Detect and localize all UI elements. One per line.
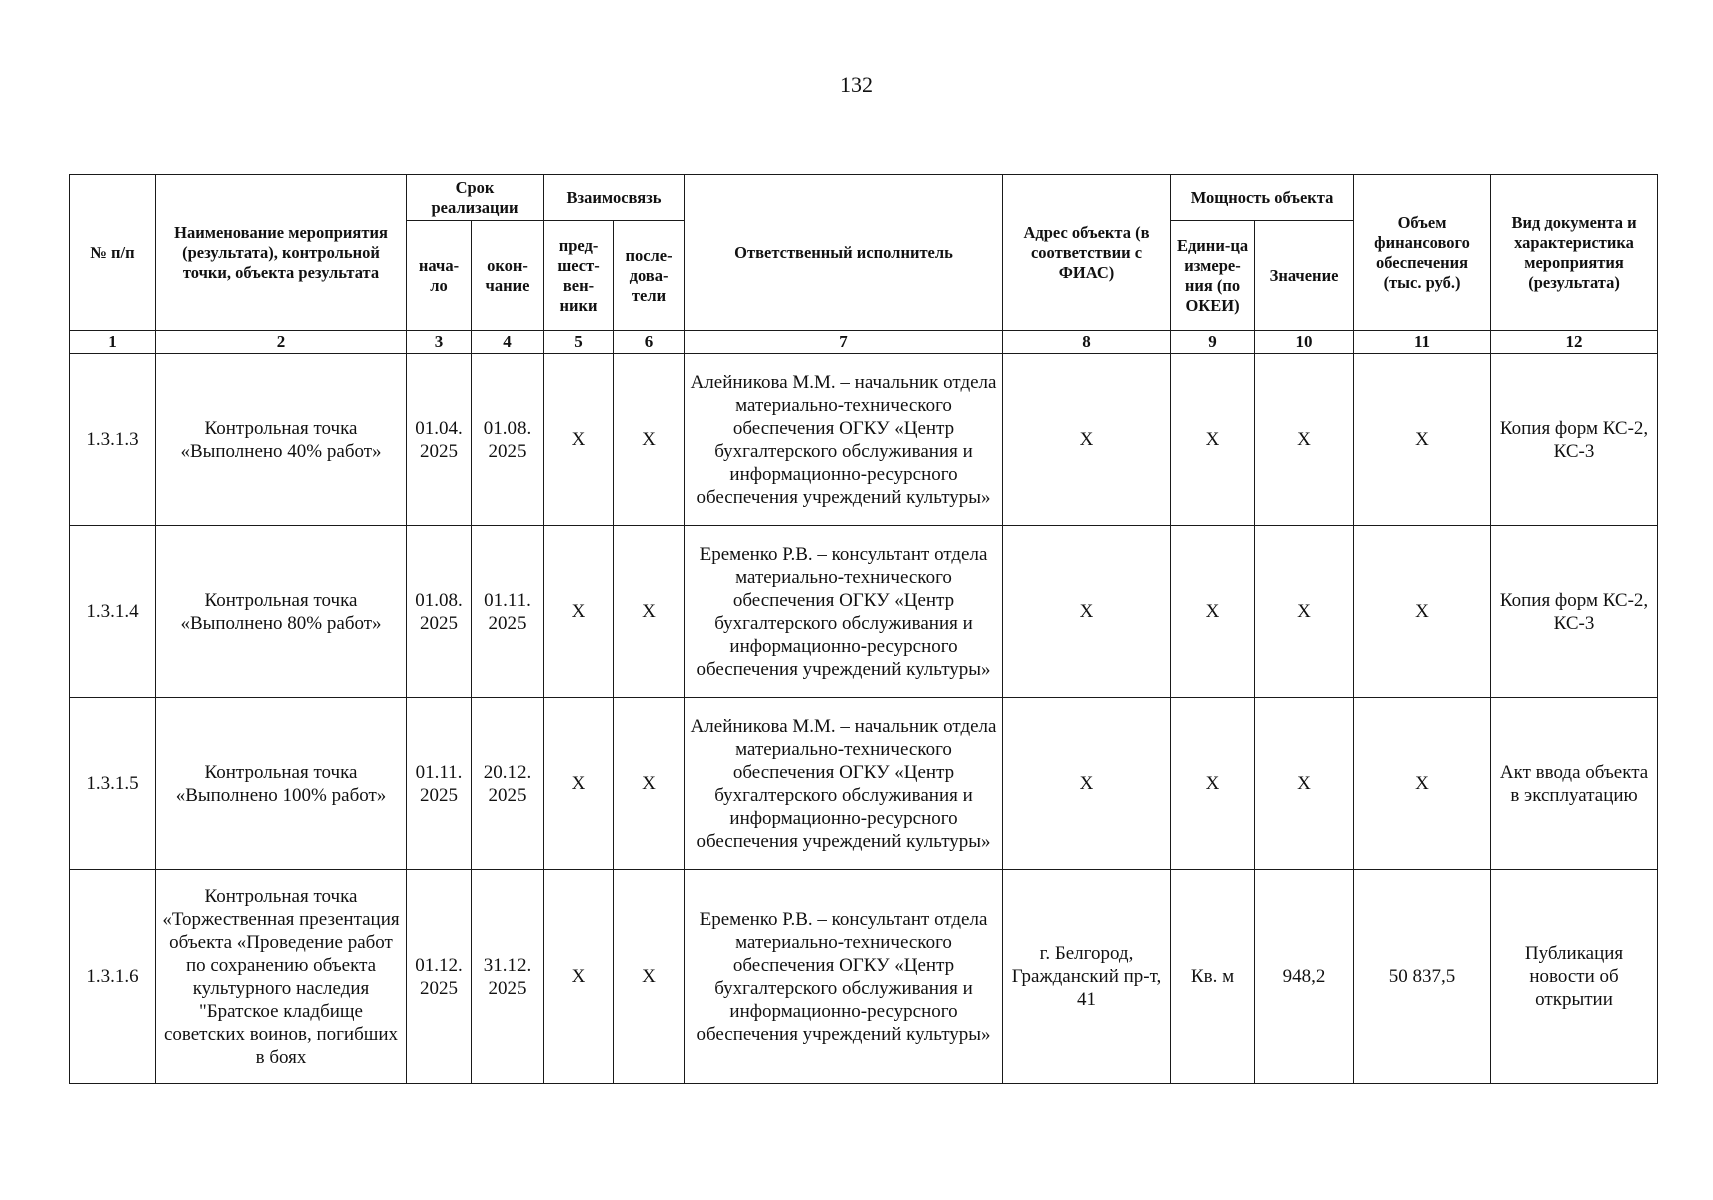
header-doc: Вид документа и характеристика мероприятия (результата) [1491, 175, 1658, 331]
column-number: 1 [70, 331, 156, 354]
row-predecessors: Х [544, 698, 614, 870]
row-finance: Х [1354, 698, 1491, 870]
table-body [70, 354, 1658, 1084]
row-executor: Алейникова М.М. – начальник отдела материально-технического обеспечения ОГКУ «Центр бухгалтерского обслуживания и информационно-ресурсного обеспечения учреждений культуры» [685, 354, 1003, 526]
column-number: 3 [407, 331, 472, 354]
column-number-row [70, 331, 1658, 354]
header-name: Наименование мероприятия (результата), контрольной точки, объекта результата [156, 175, 407, 331]
header-successors: после-дова-тели [614, 221, 685, 331]
row-doc: Акт ввода объекта в эксплуатацию [1491, 698, 1658, 870]
row-num: 1.3.1.3 [70, 354, 156, 526]
row-address: г. Белгород, Гражданский пр-т, 41 [1003, 870, 1171, 1084]
row-successors: Х [614, 526, 685, 698]
table-header [70, 175, 1658, 354]
row-value: 948,2 [1255, 870, 1354, 1084]
header-start: нача-ло [407, 221, 472, 331]
header-value: Значение [1255, 221, 1354, 331]
row-name: Контрольная точка «Выполнено 100% работ» [156, 698, 407, 870]
header-predecessors: пред-шест-вен-ники [544, 221, 614, 331]
row-num: 1.3.1.4 [70, 526, 156, 698]
row-predecessors: Х [544, 870, 614, 1084]
row-executor: Алейникова М.М. – начальник отдела материально-технического обеспечения ОГКУ «Центр бухгалтерского обслуживания и информационно-ресурсного обеспечения учреждений культуры» [685, 698, 1003, 870]
row-start: 01.08. 2025 [407, 526, 472, 698]
row-value: Х [1255, 354, 1354, 526]
row-finance: Х [1354, 354, 1491, 526]
row-successors: Х [614, 870, 685, 1084]
row-unit: Х [1171, 526, 1255, 698]
header-capacity: Мощность объекта [1171, 175, 1354, 221]
row-predecessors: Х [544, 526, 614, 698]
header-end: окон-чание [472, 221, 544, 331]
header-unit: Едини-ца измере-ния (по ОКЕИ) [1171, 221, 1255, 331]
row-end: 20.12. 2025 [472, 698, 544, 870]
column-number: 8 [1003, 331, 1171, 354]
page-number: 132 [840, 72, 873, 97]
row-address: Х [1003, 354, 1171, 526]
row-doc: Публикация новости об открытии [1491, 870, 1658, 1084]
column-number: 7 [685, 331, 1003, 354]
column-number: 5 [544, 331, 614, 354]
row-start: 01.12. 2025 [407, 870, 472, 1084]
column-number: 11 [1354, 331, 1491, 354]
row-unit: Х [1171, 354, 1255, 526]
row-name: Контрольная точка «Выполнено 40% работ» [156, 354, 407, 526]
row-predecessors: Х [544, 354, 614, 526]
row-num: 1.3.1.6 [70, 870, 156, 1084]
column-number: 6 [614, 331, 685, 354]
row-address: Х [1003, 526, 1171, 698]
header-executor: Ответственный исполнитель [685, 175, 1003, 331]
row-successors: Х [614, 354, 685, 526]
column-number: 2 [156, 331, 407, 354]
row-name: Контрольная точка «Выполнено 80% работ» [156, 526, 407, 698]
row-address: Х [1003, 698, 1171, 870]
row-finance: Х [1354, 526, 1491, 698]
row-name: Контрольная точка «Торжественная презентация объекта «Проведение работ по сохранению объекта культурного наследия "Братское кладбище советских воинов, погибших в боях [156, 870, 407, 1084]
plan-table [69, 174, 1658, 1084]
row-end: 01.08. 2025 [472, 354, 544, 526]
row-executor: Еременко Р.В. – консультант отдела материально-технического обеспечения ОГКУ «Центр бухгалтерского обслуживания и информационно-ресурсного обеспечения учреждений культуры» [685, 526, 1003, 698]
row-doc: Копия форм КС-2, КС-3 [1491, 526, 1658, 698]
row-finance: 50 837,5 [1354, 870, 1491, 1084]
column-number: 12 [1491, 331, 1658, 354]
header-finance: Объем финансового обеспечения (тыс. руб.) [1354, 175, 1491, 331]
row-unit: Кв. м [1171, 870, 1255, 1084]
row-start: 01.11. 2025 [407, 698, 472, 870]
row-unit: Х [1171, 698, 1255, 870]
row-end: 01.11. 2025 [472, 526, 544, 698]
table-row [70, 526, 1658, 698]
row-successors: Х [614, 698, 685, 870]
header-address: Адрес объекта (в соответствии с ФИАС) [1003, 175, 1171, 331]
table-row [70, 870, 1658, 1084]
column-number: 10 [1255, 331, 1354, 354]
table-row [70, 354, 1658, 526]
header-period: Срок реализации [407, 175, 544, 221]
table-row [70, 698, 1658, 870]
column-number: 9 [1171, 331, 1255, 354]
header-relation: Взаимосвязь [544, 175, 685, 221]
row-end: 31.12. 2025 [472, 870, 544, 1084]
column-number: 4 [472, 331, 544, 354]
row-doc: Копия форм КС-2, КС-3 [1491, 354, 1658, 526]
row-value: Х [1255, 698, 1354, 870]
header-num: № п/п [70, 175, 156, 331]
row-num: 1.3.1.5 [70, 698, 156, 870]
row-executor: Еременко Р.В. – консультант отдела материально-технического обеспечения ОГКУ «Центр бухгалтерского обслуживания и информационно-ресурсного обеспечения учреждений культуры» [685, 870, 1003, 1084]
row-start: 01.04. 2025 [407, 354, 472, 526]
row-value: Х [1255, 526, 1354, 698]
